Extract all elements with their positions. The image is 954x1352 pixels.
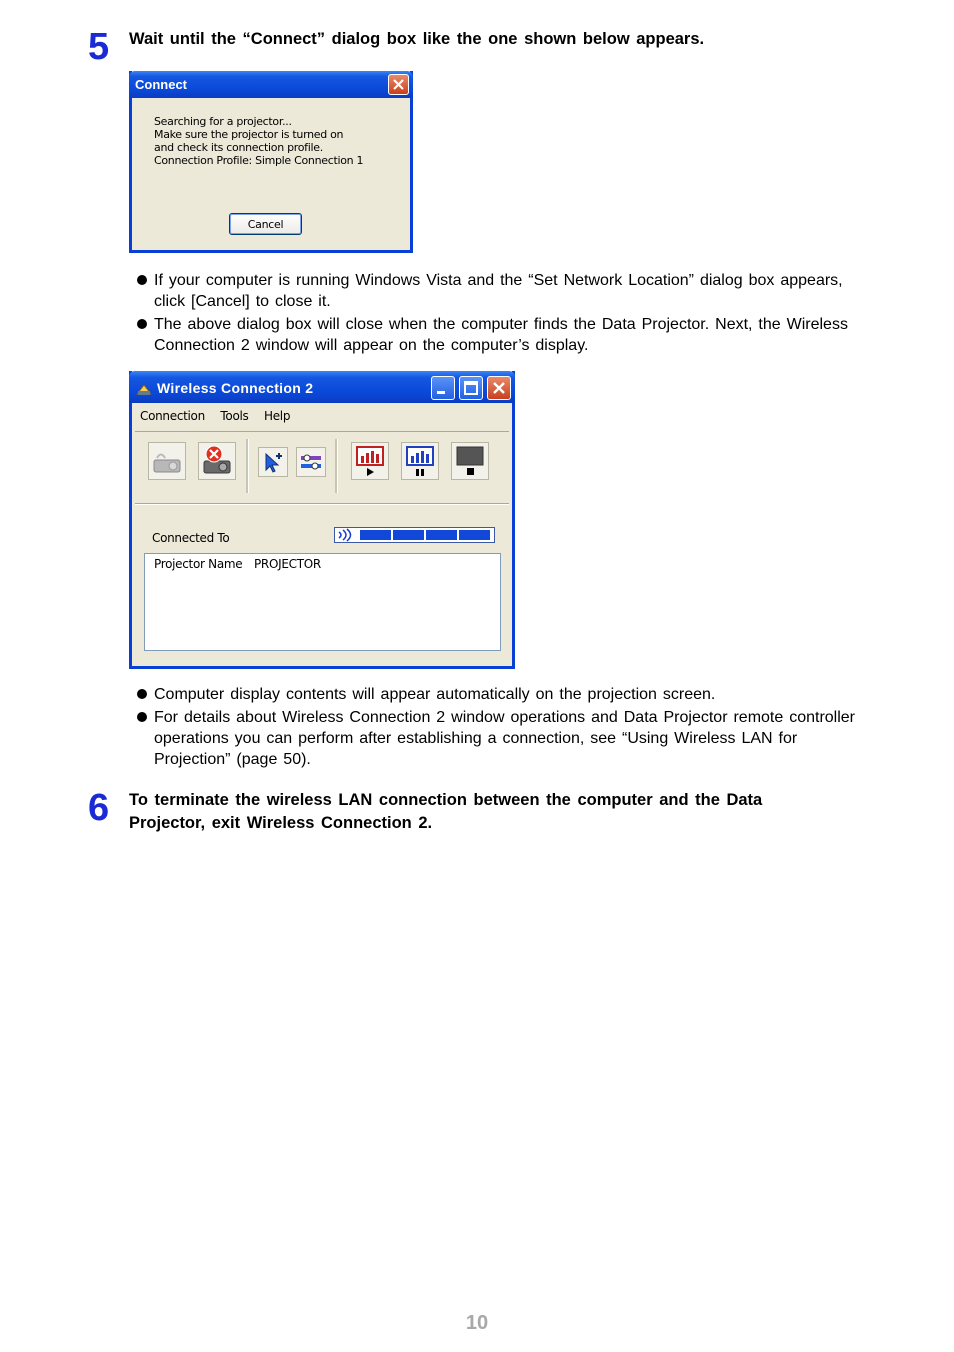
bullet-text: The above dialog box will close when the computer finds the Data Projector. Next, the Wireless Connection 2 window will appear on the computer’s display. bbox=[154, 316, 848, 354]
connect-projector-button[interactable] bbox=[148, 442, 186, 480]
stop-button[interactable] bbox=[451, 442, 489, 480]
connect-dialog bbox=[129, 71, 413, 253]
step-instruction: Wait until the “Connect” dialog box like the one shown below appears. bbox=[129, 30, 705, 48]
wireless-connection-window bbox=[129, 371, 515, 669]
close-button[interactable] bbox=[388, 74, 409, 95]
pause-icon bbox=[402, 443, 438, 479]
maximize-icon bbox=[460, 377, 482, 399]
menu-connection[interactable]: Connection bbox=[140, 409, 205, 423]
connect-message bbox=[154, 115, 363, 167]
connected-to-label: Connected To bbox=[152, 531, 230, 545]
bullet-text: If your computer is running Windows Vista and the “Set Network Location” dialog box appears, click [Cancel] to close it. bbox=[154, 272, 843, 310]
signal-bar bbox=[360, 530, 391, 540]
play-button[interactable] bbox=[351, 442, 389, 480]
step-number: 6 bbox=[88, 787, 110, 829]
toolbar-separator bbox=[246, 439, 249, 493]
step-instruction: To terminate the wireless LAN connection between the computer and the Data Projector, exit Wireless Connection 2. bbox=[129, 791, 763, 832]
toolbar-separator bbox=[335, 439, 338, 493]
menu-divider bbox=[135, 431, 509, 432]
bullet-text: For details about Wireless Connection 2 window operations and Data Projector remote controller operations you can perform after establishing a connection, see “Using Wireless LAN for Projection” (page 50). bbox=[154, 709, 856, 768]
disconnect-button[interactable] bbox=[198, 442, 236, 480]
list-item bbox=[135, 314, 860, 356]
connect-line: Make sure the projector is turned on bbox=[154, 128, 344, 141]
connect-line: Searching for a projector... bbox=[154, 115, 292, 128]
play-icon bbox=[352, 443, 388, 479]
stop-icon bbox=[452, 443, 488, 479]
bullet-icon bbox=[137, 689, 147, 699]
close-icon bbox=[488, 377, 510, 399]
list-item bbox=[135, 707, 860, 770]
step-number: 5 bbox=[88, 26, 110, 68]
menu-bar bbox=[140, 409, 302, 423]
bullet-text: Computer display contents will appear automatically on the projection screen. bbox=[154, 686, 716, 703]
bullet-icon bbox=[137, 275, 147, 285]
bullet-icon bbox=[137, 712, 147, 722]
bullet-list bbox=[135, 684, 860, 772]
connect-line: and check its connection profile. bbox=[154, 141, 323, 154]
signal-strength-meter bbox=[334, 527, 495, 543]
list-item bbox=[135, 270, 860, 312]
bullet-icon bbox=[137, 319, 147, 329]
list-item bbox=[135, 684, 860, 705]
cancel-label: Cancel bbox=[247, 218, 284, 231]
projector-icon bbox=[149, 443, 185, 479]
disconnect-icon bbox=[199, 443, 235, 479]
wireless-titlebar bbox=[129, 371, 515, 403]
toolbar-divider bbox=[135, 503, 509, 505]
close-icon bbox=[389, 75, 408, 94]
tools-icon bbox=[297, 448, 325, 476]
cancel-button[interactable] bbox=[229, 213, 302, 235]
page-number: 10 bbox=[465, 1312, 489, 1334]
signal-icon bbox=[335, 528, 494, 542]
settings-button[interactable] bbox=[296, 447, 326, 477]
minimize-icon bbox=[432, 377, 454, 399]
projector-name-label: Projector Name bbox=[154, 557, 243, 571]
maximize-button[interactable] bbox=[459, 376, 483, 400]
signal-bar bbox=[393, 530, 424, 540]
pointer-button[interactable] bbox=[258, 447, 288, 477]
menu-help[interactable]: Help bbox=[264, 409, 291, 423]
projector-name-value: PROJECTOR bbox=[254, 557, 321, 571]
minimize-button[interactable] bbox=[431, 376, 455, 400]
connect-dialog-titlebar bbox=[129, 71, 413, 98]
pause-button[interactable] bbox=[401, 442, 439, 480]
bullet-list bbox=[135, 270, 860, 358]
wireless-title: Wireless Connection 2 bbox=[157, 380, 314, 396]
menu-tools[interactable]: Tools bbox=[220, 409, 249, 423]
projector-info-box bbox=[144, 553, 501, 651]
app-icon bbox=[135, 379, 153, 397]
signal-bar bbox=[459, 530, 490, 540]
signal-bar bbox=[426, 530, 457, 540]
connect-dialog-title: Connect bbox=[135, 77, 187, 92]
close-button[interactable] bbox=[487, 376, 511, 400]
cursor-plus-icon bbox=[259, 448, 287, 476]
connect-line: Connection Profile: Simple Connection 1 bbox=[154, 154, 364, 167]
wireless-wave-icon bbox=[339, 529, 351, 541]
